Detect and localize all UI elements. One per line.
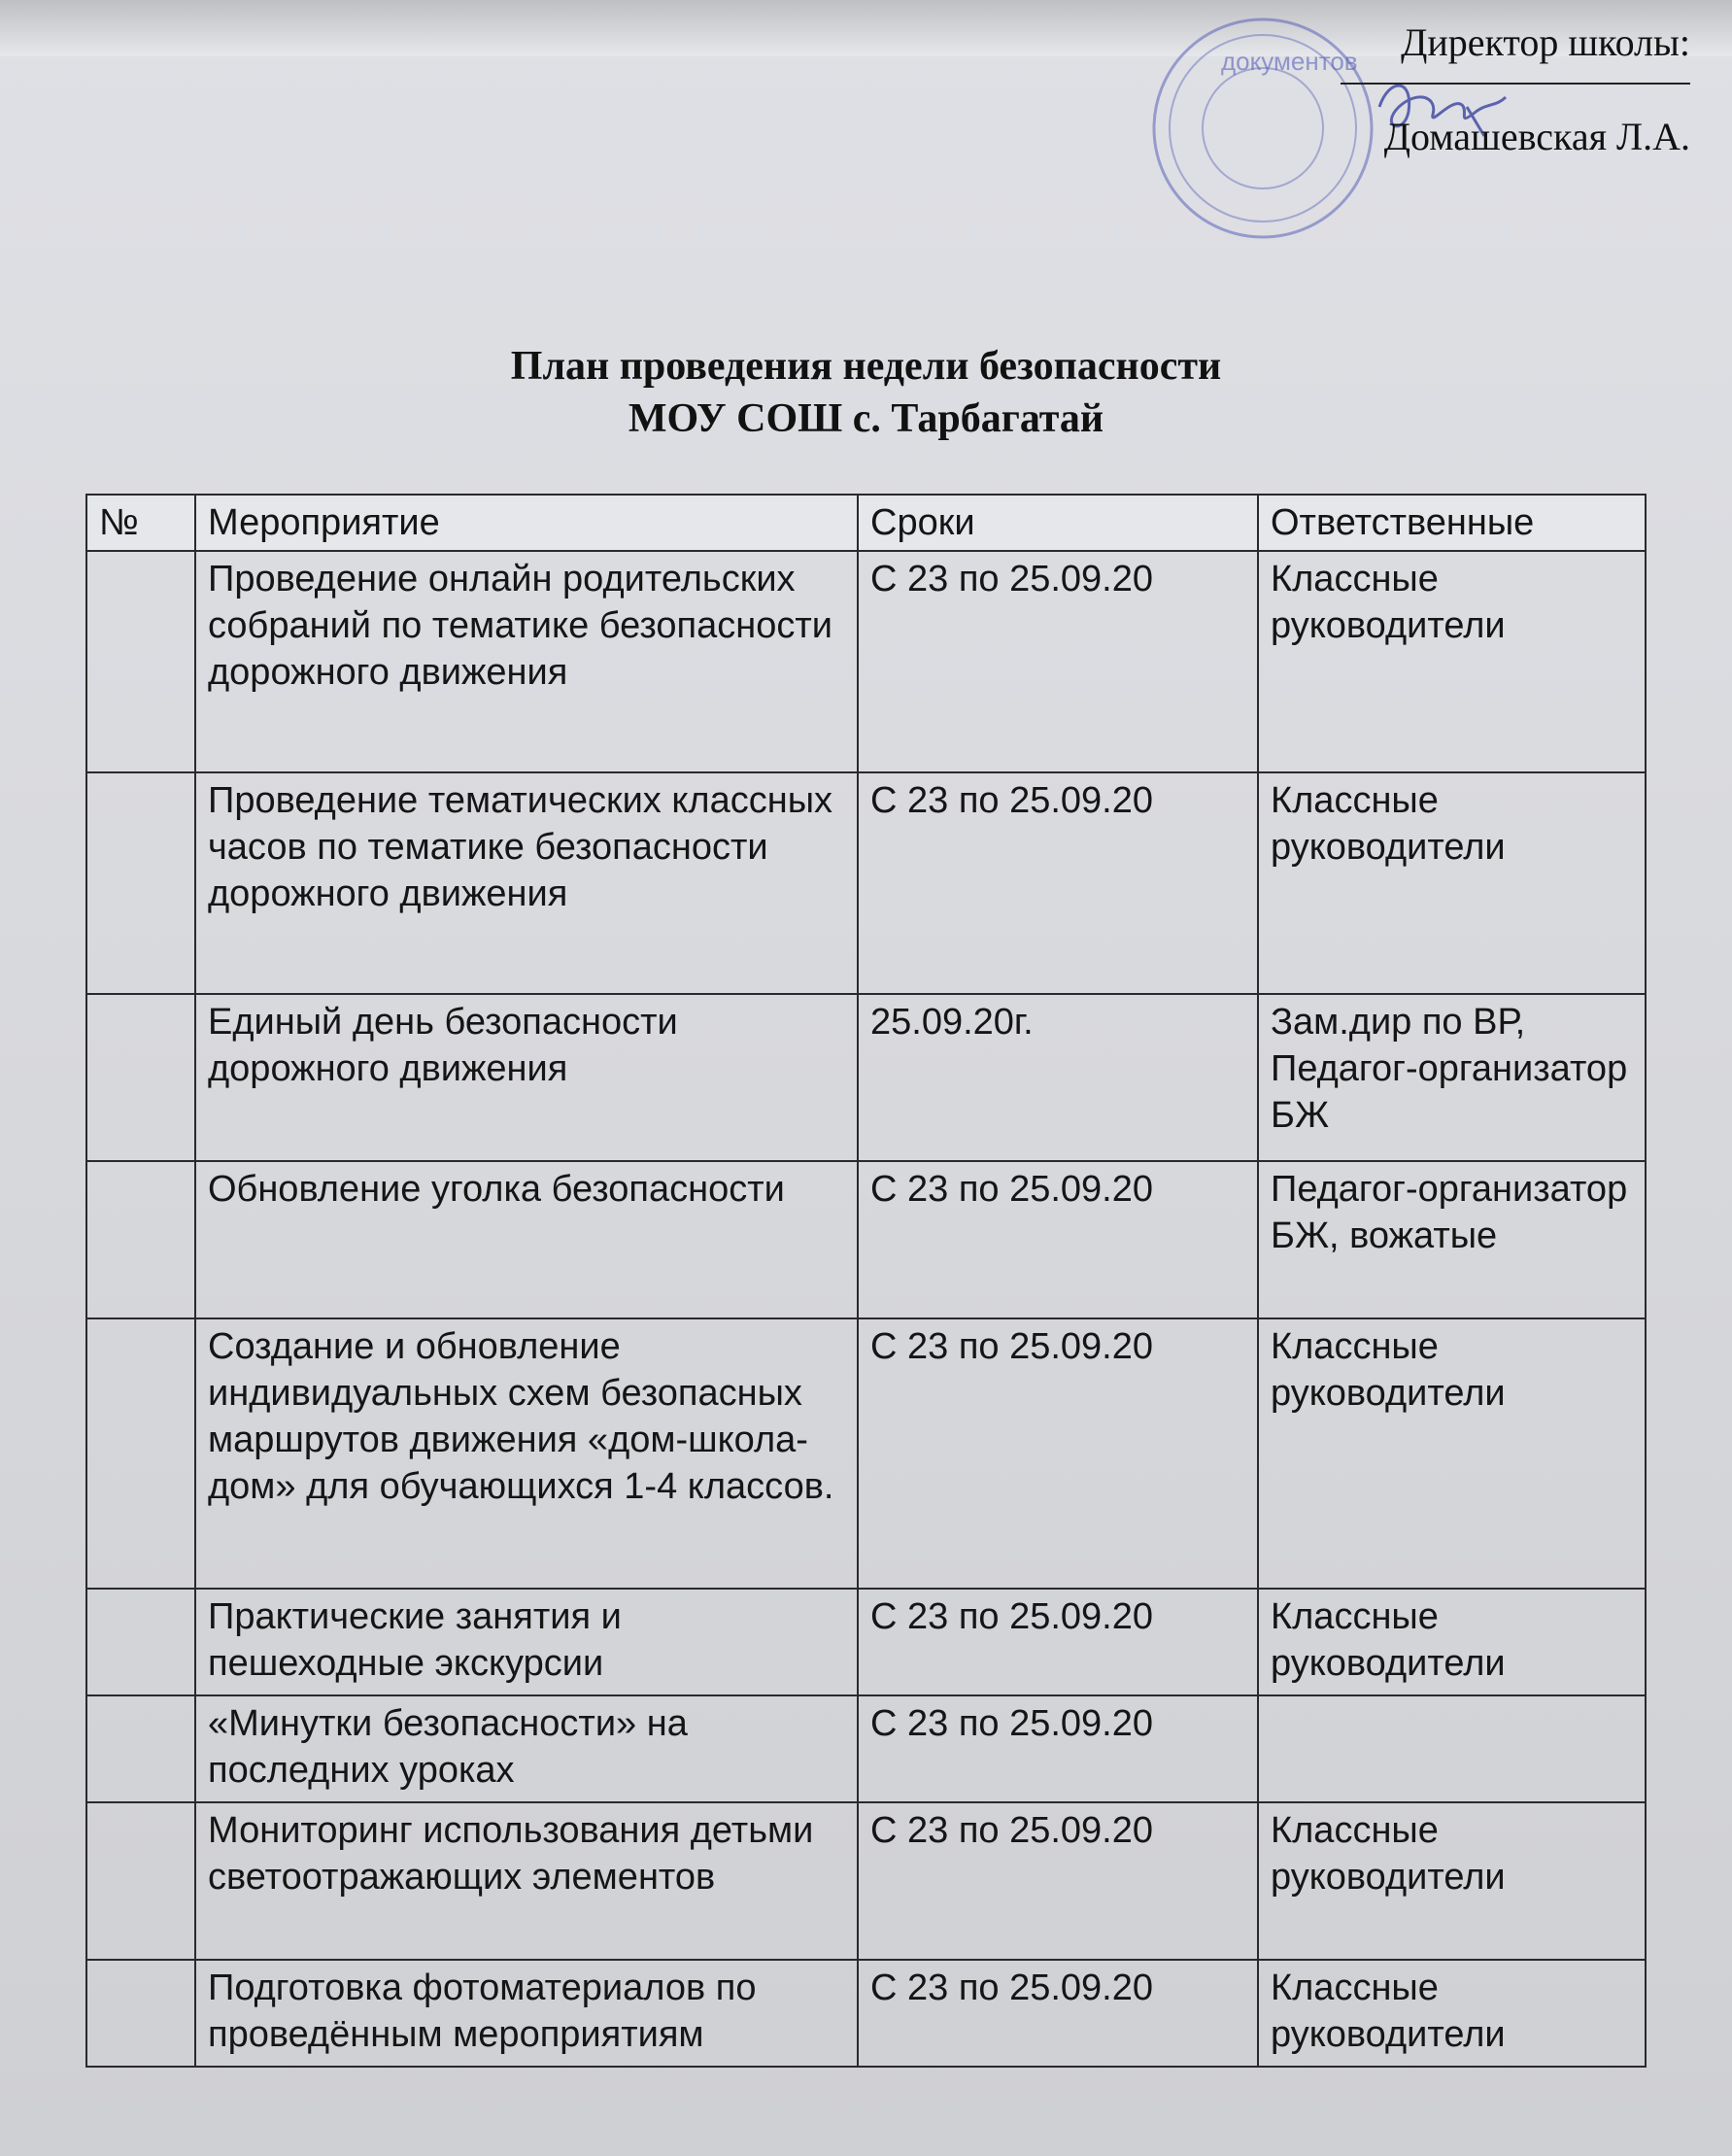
cell-responsible: Классные руководители: [1258, 772, 1646, 994]
cell-term: 25.09.20г.: [858, 994, 1258, 1161]
cell-number: [86, 994, 195, 1161]
cell-responsible: Классные руководители: [1258, 1960, 1646, 2067]
approval-header: [1282, 19, 1690, 159]
cell-responsible: Классные руководители: [1258, 551, 1646, 772]
cell-responsible: Зам.дир по ВР, Педагог-организатор БЖ: [1258, 994, 1646, 1161]
cell-event: «Минутки безопасности» на последних уроках: [195, 1695, 858, 1802]
table-row: [86, 772, 1646, 994]
cell-event: Единый день безопасности дорожного движения: [195, 994, 858, 1161]
cell-number: [86, 1161, 195, 1318]
table-row: [86, 1960, 1646, 2067]
table-row: [86, 994, 1646, 1161]
cell-number: [86, 1960, 195, 2067]
safety-week-plan-table: [85, 494, 1647, 2068]
title-line-1: План проведения недели безопасности: [510, 344, 1222, 389]
cell-event: Подготовка фотоматериалов по проведённым мероприятиям: [195, 1960, 858, 2067]
cell-event: Проведение тематических классных часов по тематике безопасности дорожного движения: [195, 772, 858, 994]
table-row: [86, 1161, 1646, 1318]
cell-term: С 23 по 25.09.20: [858, 551, 1258, 772]
cell-event: Обновление уголка безопасности: [195, 1161, 858, 1318]
document-title: [0, 340, 1732, 445]
column-header-number: №: [86, 495, 195, 551]
cell-term: С 23 по 25.09.20: [858, 1318, 1258, 1589]
cell-responsible: Педагог-организатор БЖ, вожатые: [1258, 1161, 1646, 1318]
cell-term: С 23 по 25.09.20: [858, 1802, 1258, 1960]
column-header-event: Мероприятие: [195, 495, 858, 551]
cell-number: [86, 1318, 195, 1589]
cell-term: С 23 по 25.09.20: [858, 1161, 1258, 1318]
table-header-row: [86, 495, 1646, 551]
cell-responsible: [1258, 1695, 1646, 1802]
title-line-2: МОУ СОШ с. Тарбагатай: [628, 396, 1104, 441]
cell-number: [86, 772, 195, 994]
cell-event: Мониторинг использования детьми светоотражающих элементов: [195, 1802, 858, 1960]
cell-event: Проведение онлайн родительских собраний по тематике безопасности дорожного движения: [195, 551, 858, 772]
table-row: [86, 551, 1646, 772]
table-row: [86, 1695, 1646, 1802]
seal-text: документов: [1221, 47, 1358, 76]
cell-event: Создание и обновление индивидуальных схем безопасных маршрутов движения «дом-школа-дом» для обучающихся 1-4 классов.: [195, 1318, 858, 1589]
cell-event: Практические занятия и пешеходные экскурсии: [195, 1589, 858, 1695]
cell-responsible: Классные руководители: [1258, 1318, 1646, 1589]
table-row: [86, 1589, 1646, 1695]
cell-number: [86, 1695, 195, 1802]
signature-line: [1341, 83, 1690, 85]
column-header-term: Сроки: [858, 495, 1258, 551]
cell-responsible: Классные руководители: [1258, 1802, 1646, 1960]
director-name: Домашевская Л.А.: [1383, 115, 1690, 158]
cell-number: [86, 551, 195, 772]
table-row: [86, 1318, 1646, 1589]
cell-term: С 23 по 25.09.20: [858, 772, 1258, 994]
cell-term: С 23 по 25.09.20: [858, 1695, 1258, 1802]
cell-responsible: Классные руководители: [1258, 1589, 1646, 1695]
cell-term: С 23 по 25.09.20: [858, 1960, 1258, 2067]
cell-number: [86, 1589, 195, 1695]
column-header-responsible: Ответственные: [1258, 495, 1646, 551]
director-position-label: Директор школы:: [1401, 20, 1690, 64]
cell-number: [86, 1802, 195, 1960]
cell-term: С 23 по 25.09.20: [858, 1589, 1258, 1695]
table-row: [86, 1802, 1646, 1960]
